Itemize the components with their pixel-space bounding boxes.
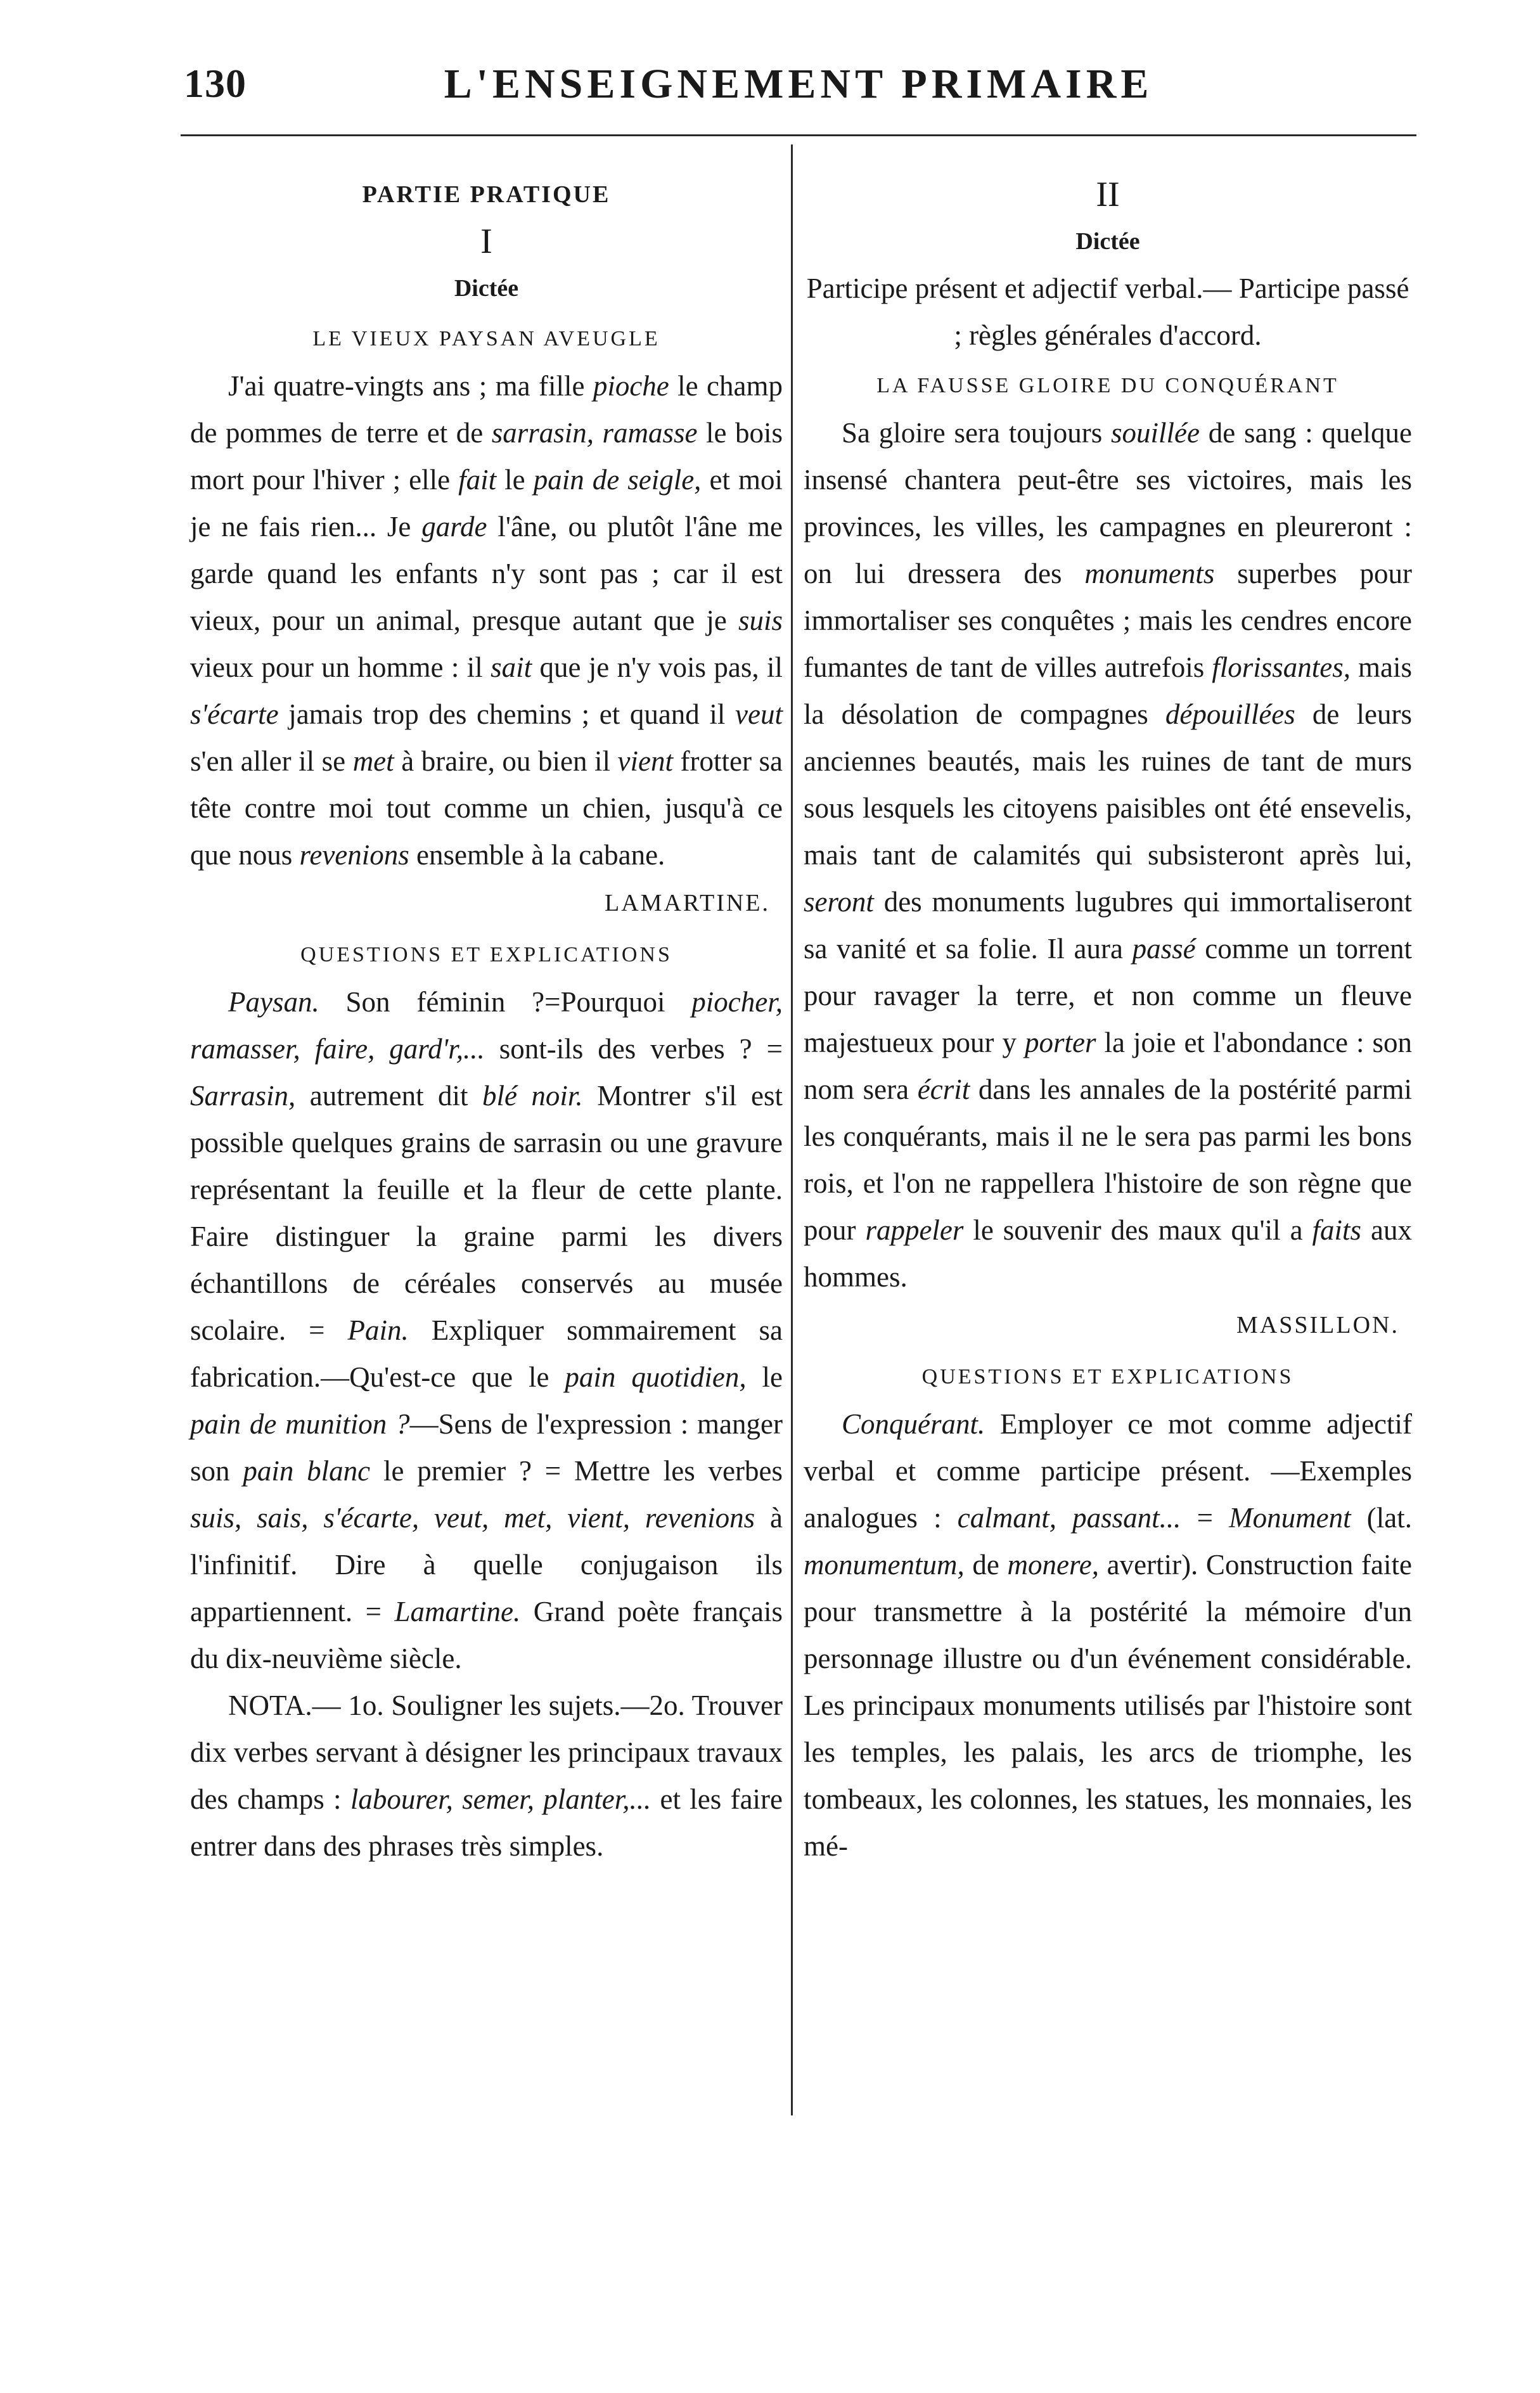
nota-text: NOTA.— 1o. Souligner les sujets.—2o. Trouver dix verbes servant à désigner les principaux travaux des champs : labourer, semer, planter,... et les faire entrer dans des phrases très simples. xyxy=(190,1690,783,1862)
header-rule xyxy=(181,134,1416,136)
section-title: PARTIE PRATIQUE xyxy=(362,181,611,208)
questions-text: Conquérant. Employer ce mot comme adjectif verbal et comme participe présent. —Exemples analogues : calmant, passant... = Monument (lat. monumentum, de monere, avertir). Construction faite pour transmettre à la postérité la mémoire d'un personnage illustre ou d'un événement considérable. Les principaux monuments utilisés par l'histoire sont les temples, les palais, les arcs de triomphe, les tombeaux, les colonnes, les statues, les monnaies, les mé- xyxy=(804,1408,1412,1862)
column-divider xyxy=(791,144,793,2115)
dictee-heading: Dictée xyxy=(454,275,519,302)
left-column xyxy=(190,171,783,1870)
dictee-text: Sa gloire sera toujours souillée de sang : quelque insensé chantera peut-être ses victoires, mais les provinces, les villes, les campagnes en pleureront : on lui dressera des monuments superbes pour immortaliser ses conquêtes ; mais les cendres encore fumantes de tant de villes autrefois florissantes, mais la désolation de compagnes dépouillées de leurs anciennes beautés, mais les ruines de tant de murs sous lesquels les citoyens paisibles ont été ensevelis, mais tant de calamités qui subsisteront après lui, seront des monuments lugubres qui immortaliseront sa vanité et sa folie. Il aura passé comme un torrent pour ravager la terre, et non comme un fleuve majestueux pour y porter la joie et l'abondance : son nom sera écrit dans les annales de la postérité parmi les conquérants, mais il ne le sera pas parmi les bons rois, et l'on ne rappellera l'histoire de son règne que pour rappeler le souvenir des maux qu'il a faits aux hommes. xyxy=(804,417,1412,1293)
questions-heading: QUESTIONS ET EXPLICATIONS xyxy=(300,943,672,966)
running-title: L'ENSEIGNEMENT PRIMAIRE xyxy=(444,61,1153,107)
page-number: 130 xyxy=(184,61,247,106)
author-signature: MASSILLON. xyxy=(1236,1312,1399,1338)
questions-heading: QUESTIONS ET EXPLICATIONS xyxy=(921,1365,1294,1389)
questions-text: Paysan. Son féminin ?=Pourquoi piocher, ramasser, faire, gard'r,... sont-ils des verbes ? = Sarrasin, autrement dit blé noir. Montrer s'il est possible quelques grains de sarrasin ou une gravure représentant la feuille et la fleur de cette plante. Faire distinguer la graine parmi les divers échantillons de céréales conservés au musée scolaire. = Pain. Expliquer sommairement sa fabrication.—Qu'est-ce que le pain quotidien, le pain de munition ?—Sens de l'expression : manger son pain blanc le premier ? = Mettre les verbes suis, sais, s'écarte, veut, met, vient, revenions à l'infinitif. Dire à quelle conjugaison ils appartiennent. = Lamartine. Grand poète français du dix-neuvième siècle. xyxy=(190,986,783,1674)
dictee-title: LE VIEUX PAYSAN AVEUGLE xyxy=(312,327,660,350)
dictee-title: LA FAUSSE GLOIRE DU CONQUÉRANT xyxy=(876,374,1339,397)
page-header xyxy=(184,60,1413,117)
exercise-numeral: I xyxy=(480,222,492,261)
exercise-numeral: II xyxy=(1096,175,1120,214)
dictee-text: J'ai quatre-vingts ans ; ma fille pioche le champ de pommes de terre et de sarrasin, ramasse le bois mort pour l'hiver ; elle fait le pain de seigle, et moi je ne fais rien... Je garde l'âne, ou plutôt l'âne me garde quand les enfants n'y sont pas ; car il est vieux, pour un animal, presque autant que je suis vieux pour un homme : il sait que je n'y vois pas, il s'écarte jamais trop des chemins ; et quand il veut s'en aller il se met à braire, ou bien il vient frotter sa tête contre moi tout comme un chien, jusqu'à ce que nous revenions ensemble à la cabane. xyxy=(190,370,783,871)
dictee-subtitle: Participe présent et adjectif verbal.— Participe passé ; règles générales d'accord. xyxy=(806,273,1409,351)
dictee-heading: Dictée xyxy=(1075,228,1140,255)
right-column xyxy=(804,171,1412,1870)
author-signature: LAMARTINE. xyxy=(605,890,770,916)
